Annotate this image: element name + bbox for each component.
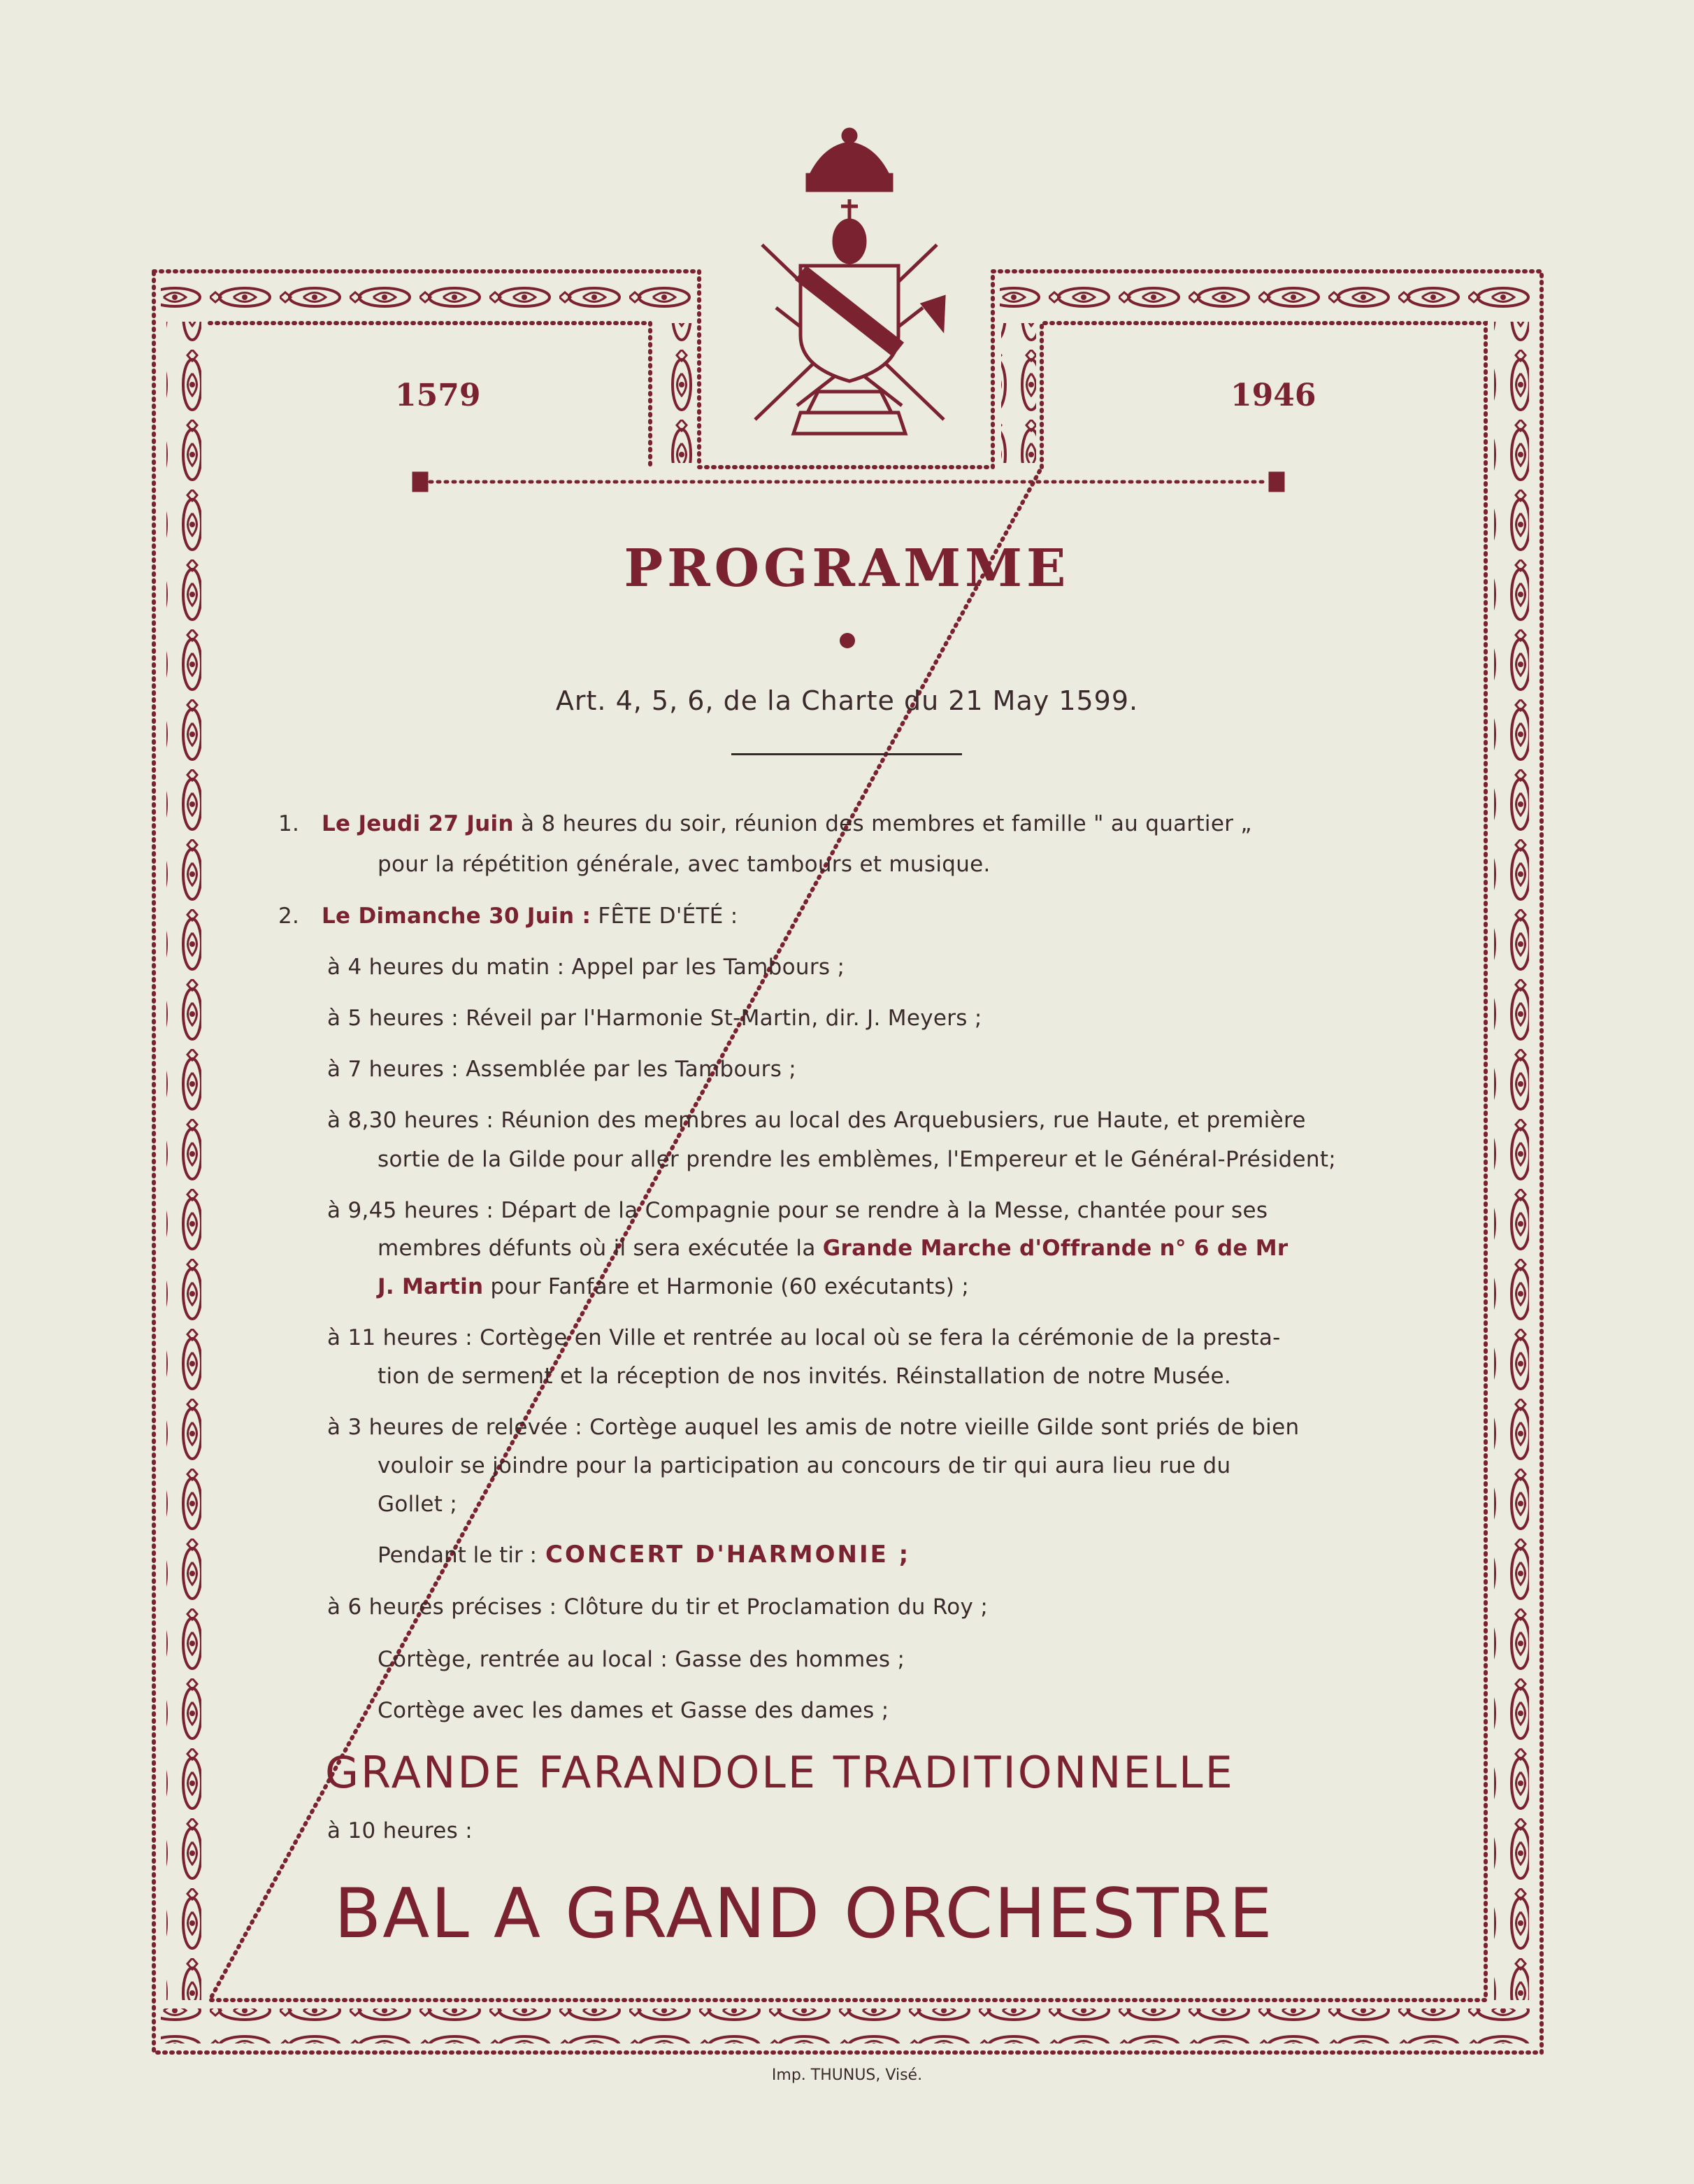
coat-of-arms-icon	[720, 126, 979, 448]
item-1-line	[322, 811, 1252, 836]
schedule-945-line3	[378, 1274, 969, 1299]
year-end: 1946	[1230, 378, 1316, 413]
cortege-men: Cortège, rentrée au local : Gasse des hommes ;	[378, 1647, 905, 1672]
concert-title: CONCERT D'HARMONIE ;	[545, 1541, 911, 1569]
item-2-text: FÊTE D'ÉTÉ :	[591, 904, 738, 929]
schedule-5h: à 5 heures : Réveil par l'Harmonie St-Martin, dir. J. Meyers ;	[327, 1006, 982, 1031]
schedule-3h-line2: vouloir se joindre pour la participation au concours de tir qui aura lieu rue du	[378, 1453, 1231, 1478]
schedule-945-line3-text: pour Fanfare et Harmonie (60 exécutants) ;	[483, 1274, 970, 1299]
schedule-3h-line1: à 3 heures de relevée : Cortège auquel les amis de notre vieille Gilde sont priés de bien	[327, 1415, 1300, 1440]
charter-reference: Art. 4, 5, 6, de la Charte du 21 May 1599.	[555, 685, 1139, 716]
schedule-945-line2	[378, 1236, 1289, 1261]
schedule-945-composer: J. Martin	[378, 1274, 484, 1299]
item-2-line	[322, 904, 738, 929]
item-2-date: Le Dimanche 30 Juin :	[322, 904, 591, 929]
item-1-continuation: pour la répétition générale, avec tambours et musique.	[378, 852, 991, 877]
schedule-3h-line3: Gollet ;	[378, 1492, 458, 1517]
schedule-830-line1: à 8,30 heures : Réunion des membres au local des Arquebusiers, rue Haute, et première	[327, 1108, 1306, 1133]
page-title: PROGRAMME	[624, 538, 1070, 599]
subtitle-rule	[731, 753, 962, 755]
farandole-heading: GRANDE FARANDOLE TRADITIONNELLE	[325, 1747, 1235, 1798]
title-dot	[840, 633, 855, 648]
ball-heading: BAL A GRAND ORCHESTRE	[334, 1874, 1274, 1954]
ten-oclock: à 10 heures :	[327, 1818, 473, 1843]
schedule-4h: à 4 heures du matin : Appel par les Tambours ;	[327, 955, 845, 980]
concert-intro: Pendant le tir :	[378, 1543, 537, 1568]
schedule-945-line2-text: membres défunts où il sera exécutée la	[378, 1236, 823, 1261]
concert-line	[378, 1541, 910, 1569]
schedule-945-march: Grande Marche d'Offrande n° 6 de Mr	[822, 1236, 1289, 1261]
schedule-7h: à 7 heures : Assemblée par les Tambours ;	[327, 1057, 797, 1082]
schedule-830-line2: sortie de la Gilde pour aller prendre les emblèmes, l'Empereur et le Général-Président;	[378, 1147, 1337, 1172]
item-2-number: 2.	[278, 904, 300, 929]
schedule-11h-line2: tion de serment et la réception de nos invités. Réinstallation de notre Musée.	[378, 1364, 1231, 1389]
schedule-6h: à 6 heures précises : Clôture du tir et Proclamation du Roy ;	[327, 1594, 989, 1620]
item-1-text: à 8 heures du soir, réunion des membres et famille " au quartier „	[513, 811, 1252, 836]
year-start: 1579	[395, 378, 481, 413]
cortege-ladies: Cortège avec les dames et Gasse des dames ;	[378, 1698, 889, 1723]
item-1-number: 1.	[278, 811, 300, 836]
schedule-945-line1: à 9,45 heures : Départ de la Compagnie pour se rendre à la Messe, chantée pour ses	[327, 1198, 1268, 1223]
schedule-11h-line1: à 11 heures : Cortège en Ville et rentrée au local où se fera la cérémonie de la presta-	[327, 1325, 1281, 1350]
item-1-date: Le Jeudi 27 Juin	[322, 811, 514, 836]
printer-imprint: Imp. THUNUS, Visé.	[771, 2067, 923, 2084]
